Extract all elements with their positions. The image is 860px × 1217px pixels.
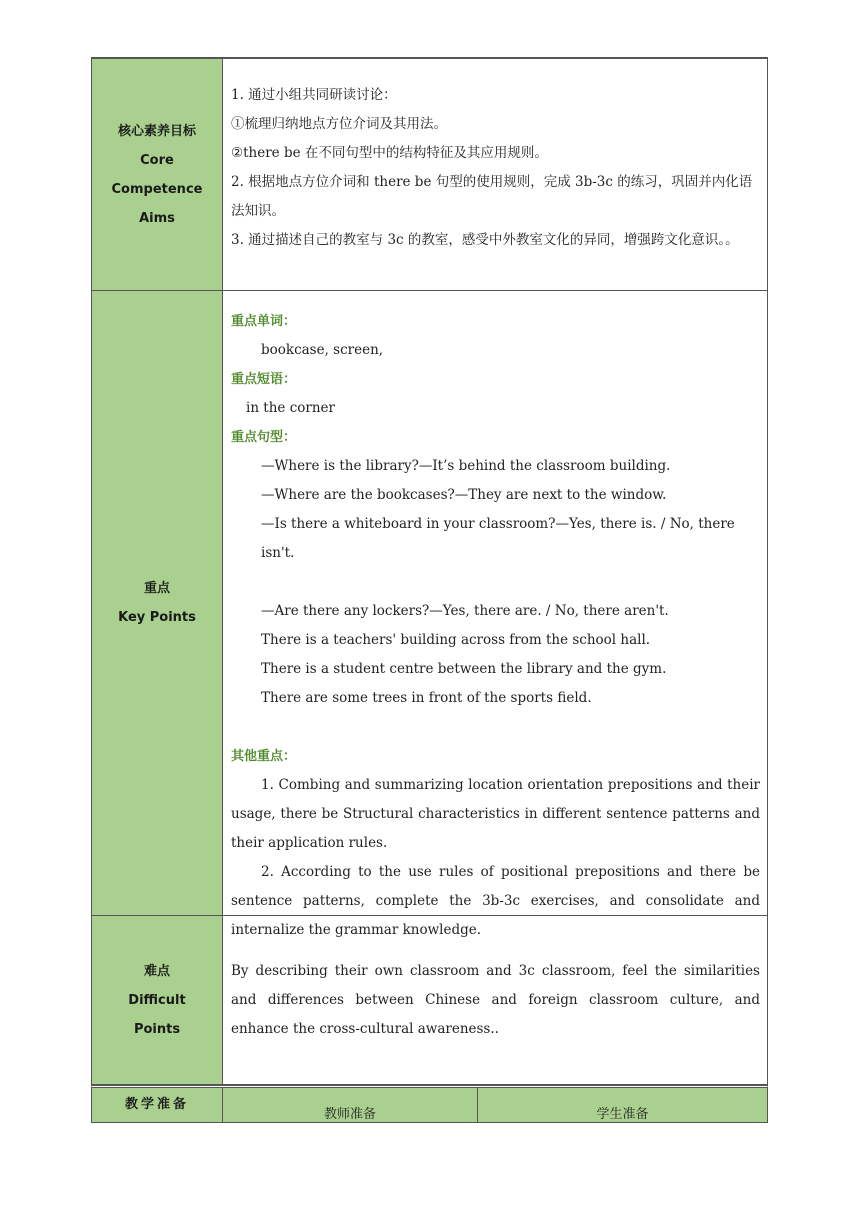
aims-label <box>92 59 223 290</box>
key-points-label-cn: 重点 <box>143 581 170 596</box>
aims-content <box>223 59 767 290</box>
sentence-item: There is a student centre between the library and the gym. <box>261 661 667 677</box>
aims-label-en-1: Core <box>140 152 174 168</box>
key-points-row <box>91 291 768 938</box>
difficult-label <box>92 916 223 1084</box>
other-heading: 其他重点： <box>231 749 297 764</box>
difficult-label-cn: 难点 <box>143 963 170 979</box>
lesson-plan-table <box>91 57 768 1123</box>
sentence-item: There is a teachers' building across from the school hall. <box>261 632 651 648</box>
aims-line: ②there be 在不同句型中的结构特征及其应用规则。 <box>231 145 548 161</box>
aims-line: 1. 通过小组共同研读讨论： <box>231 87 397 103</box>
teacher-prep-header: 教师准备 <box>223 1088 478 1122</box>
words-heading: 重点单词： <box>231 314 297 329</box>
spacer <box>231 568 760 597</box>
sentence-item: There are some trees in front of the sports field. <box>261 690 592 706</box>
key-words: bookcase, screen, <box>261 342 384 358</box>
spacer <box>231 713 760 742</box>
sentence-item: —Are there any lockers?—Yes, there are. / No, there aren't. <box>261 603 669 619</box>
other-point: 2. According to the use rules of positional prepositions and there be sentence patterns, complete the 3b-3c exercises, and consolidate and internalize the grammar knowledge. <box>231 864 760 938</box>
difficult-label-en-2: Points <box>133 1021 181 1037</box>
sentence-item: —Is there a whiteboard in your classroom?—Yes, there is. / No, there isn't. <box>261 516 735 561</box>
difficult-content <box>223 916 767 1084</box>
prep-row <box>91 1085 768 1123</box>
sentences-heading: 重点句型： <box>231 430 297 445</box>
aims-line: 2. 根据地点方位介词和 there be 句型的使用规则，完成 3b-3c 的练习，巩固并内化语法知识。 <box>231 174 753 219</box>
prep-label: 教学准备 <box>92 1088 223 1122</box>
key-points-content <box>223 291 767 938</box>
key-points-label <box>92 291 223 915</box>
key-phrases: in the corner <box>246 400 335 416</box>
aims-row <box>91 57 768 291</box>
aims-line: ①梳理归纳地点方位介词及其用法。 <box>231 116 447 132</box>
aims-label-en-2: Competence <box>111 181 203 197</box>
aims-label-en-3: Aims <box>139 210 175 226</box>
difficult-text: By describing their own classroom and 3c classroom, feel the similarities and differences between Chinese and foreign classroom culture, and enhance the cross-cultural awareness.. <box>231 962 760 1037</box>
difficult-label-en-1: Difficult <box>128 992 186 1008</box>
sentence-item: —Where is the library?—It’s behind the classroom building. <box>261 458 671 474</box>
student-prep-header: 学生准备 <box>478 1088 767 1122</box>
other-point: 1. Combing and summarizing location orientation prepositions and their usage, there be Structural characteristics in different sentence patterns and their application rules. <box>231 777 760 851</box>
difficult-row <box>91 916 768 1085</box>
key-points-label-en: Key Points <box>118 610 196 625</box>
aims-label-cn: 核心素养目标 <box>117 123 196 139</box>
aims-line: 3. 通过描述自己的教室与 3c 的教室，感受中外教室文化的异同，增强跨文化意识。。 <box>231 232 739 248</box>
sentence-item: —Where are the bookcases?—They are next to the window. <box>261 487 667 503</box>
phrases-heading: 重点短语： <box>231 372 297 387</box>
